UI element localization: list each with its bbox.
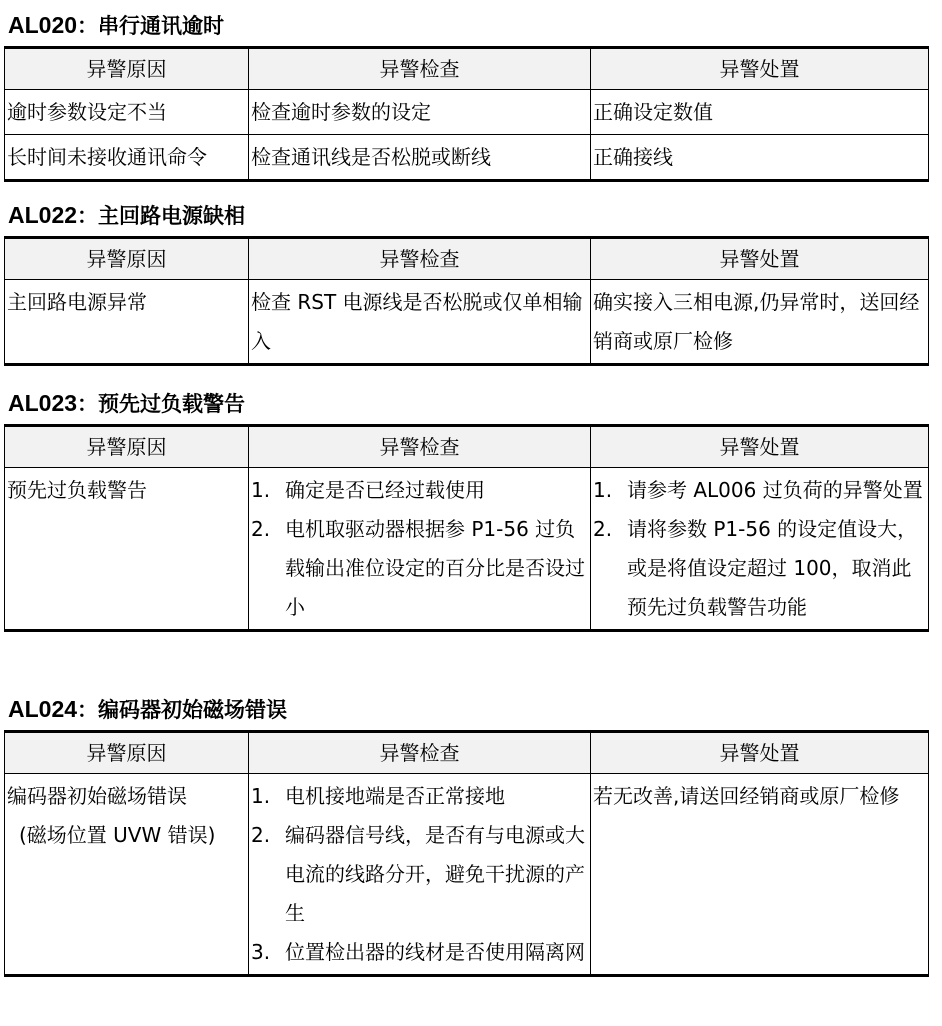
item-number: 1.	[251, 784, 271, 808]
table-header-row	[5, 426, 929, 468]
item-number: 2.	[593, 517, 613, 541]
title-separator: ：	[77, 392, 99, 416]
alarm-code: AL022	[8, 202, 78, 228]
check-list	[251, 471, 588, 627]
header-action: 异警处置	[591, 426, 929, 468]
action-cell: 确实接入三相电源,仍异常时，送回经销商或原厂检修	[591, 280, 929, 365]
action-cell: 若无改善,请送回经销商或原厂检修	[591, 774, 929, 976]
section-title-al024	[8, 696, 287, 723]
header-check: 异警检查	[249, 238, 591, 280]
action-cell: 正确接线	[591, 135, 929, 181]
table-header-row	[5, 48, 929, 90]
alarm-table-al022	[4, 236, 929, 366]
header-check: 异警检查	[249, 48, 591, 90]
alarm-name: 预先过负载警告	[98, 392, 246, 416]
item-number: 2.	[251, 517, 271, 541]
cause-cell: 预先过负载警告	[5, 468, 249, 631]
item-text: 确定是否已经过载使用	[285, 478, 485, 502]
check-cell: 检查 RST 电源线是否松脱或仅单相输入	[249, 280, 591, 365]
action-list	[593, 471, 926, 627]
cause-cell	[5, 774, 249, 976]
check-cell	[249, 774, 591, 976]
alarm-name: 串行通讯逾时	[98, 14, 225, 38]
header-action: 异警处置	[591, 732, 929, 774]
alarm-table-al020	[4, 46, 929, 182]
list-item	[251, 510, 588, 627]
cause-cell: 逾时参数设定不当	[5, 90, 249, 135]
header-cause: 异警原因	[5, 426, 249, 468]
alarm-name: 编码器初始磁场错误	[98, 698, 288, 722]
alarm-code: AL024	[8, 696, 78, 722]
section-title-al023	[8, 390, 245, 417]
alarm-name: 主回路电源缺相	[98, 204, 246, 228]
check-list	[251, 777, 588, 972]
header-cause: 异警原因	[5, 732, 249, 774]
item-number: 1.	[251, 478, 271, 502]
item-text: 编码器信号线，是否有与电源或大电流的线路分开，避免干扰源的产生	[285, 823, 585, 925]
alarm-table-al024	[4, 730, 929, 977]
list-item	[593, 471, 926, 510]
header-check: 异警检查	[249, 732, 591, 774]
item-number: 2.	[251, 823, 271, 847]
cause-subtext: (磁场位置 UVW 错误)	[19, 823, 216, 847]
cause-cell: 长时间未接收通讯命令	[5, 135, 249, 181]
header-cause: 异警原因	[5, 238, 249, 280]
title-separator: ：	[77, 204, 99, 228]
table-row	[5, 135, 929, 181]
section-title-al020	[8, 12, 224, 39]
table-row	[5, 90, 929, 135]
item-text: 请参考 AL006 过负荷的异警处置	[627, 478, 923, 502]
item-text: 位置检出器的线材是否使用隔离网	[285, 940, 585, 964]
header-cause: 异警原因	[5, 48, 249, 90]
title-separator: ：	[77, 698, 99, 722]
alarm-table-al023	[4, 424, 929, 632]
table-header-row	[5, 238, 929, 280]
cause-cell: 主回路电源异常	[5, 280, 249, 365]
list-item	[251, 777, 588, 816]
cause-text: 编码器初始磁场错误	[7, 784, 187, 808]
table-row	[5, 280, 929, 365]
table-row	[5, 468, 929, 631]
title-separator: ：	[77, 14, 99, 38]
item-text: 电机取驱动器根据参 P1-56 过负载输出准位设定的百分比是否设过小	[285, 517, 585, 619]
header-action: 异警处置	[591, 238, 929, 280]
check-cell: 检查逾时参数的设定	[249, 90, 591, 135]
alarm-code: AL020	[8, 12, 78, 38]
list-item	[251, 816, 588, 933]
header-action: 异警处置	[591, 48, 929, 90]
section-title-al022	[8, 202, 245, 229]
check-cell	[249, 468, 591, 631]
list-item	[593, 510, 926, 627]
header-check: 异警检查	[249, 426, 591, 468]
list-item	[251, 471, 588, 510]
check-cell: 检查通讯线是否松脱或断线	[249, 135, 591, 181]
table-header-row	[5, 732, 929, 774]
alarm-code: AL023	[8, 390, 78, 416]
table-row	[5, 774, 929, 976]
item-text: 请将参数 P1-56 的设定值设大，或是将值设定超过 100，取消此预先过负载警告功能	[627, 517, 918, 619]
item-number: 3.	[251, 940, 271, 964]
item-text: 电机接地端是否正常接地	[285, 784, 505, 808]
action-cell	[591, 468, 929, 631]
action-cell: 正确设定数值	[591, 90, 929, 135]
item-number: 1.	[593, 478, 613, 502]
list-item	[251, 933, 588, 972]
